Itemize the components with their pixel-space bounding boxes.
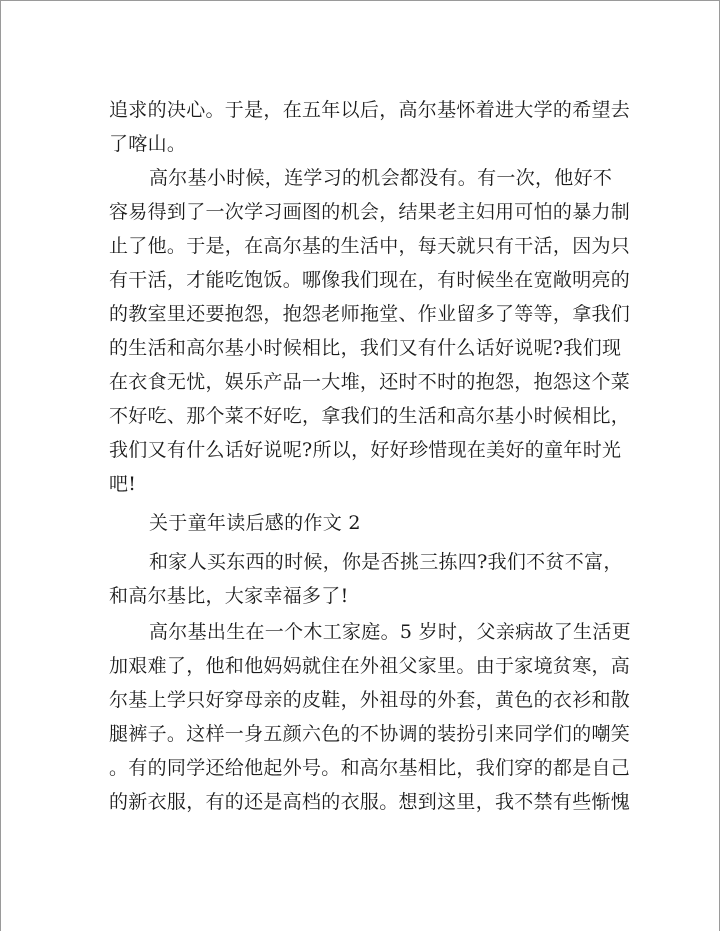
paragraph-line: 不好吃、那个菜不好吃，拿我们的生活和高尔基小时候相比， <box>109 405 631 427</box>
paragraph-line: 加艰难了，他和他妈妈就住在外祖父家里。由于家境贫寒，高 <box>109 655 631 677</box>
paragraph-line: 。有的同学还给他起外号。和高尔基相比，我们穿的都是自己 <box>109 757 631 779</box>
paragraph-line: 和家人买东西的时候，你是否挑三拣四?我们不贫不富， <box>149 551 623 573</box>
paragraph-line: 吧! <box>109 473 137 495</box>
paragraph-line: 的生活和高尔基小时候相比，我们又有什么话好说呢?我们现 <box>109 337 622 359</box>
paragraph-line: 高尔基出生在一个木工家庭。5 岁时，父亲病故了生活更 <box>149 621 631 643</box>
paragraph-line: 高尔基小时候，连学习的机会都没有。有一次，他好不 <box>149 167 613 189</box>
section-heading: 关于童年读后感的作文 2 <box>149 512 361 534</box>
paragraph-line: 的新衣服，有的还是高档的衣服。想到这里，我不禁有些惭愧 <box>109 791 631 813</box>
paragraph-line: 的教室里还要抱怨，抱怨老师拖堂、作业留多了等等，拿我们 <box>109 303 631 325</box>
paragraph-line: 容易得到了一次学习画图的机会，结果老主妇用可怕的暴力制 <box>109 201 631 223</box>
paragraph-line: 尔基上学只好穿母亲的皮鞋，外祖母的外套，黄色的衣衫和散 <box>109 689 631 711</box>
paragraph-line: 追求的决心。于是，在五年以后，高尔基怀着进大学的希望去 <box>109 99 631 121</box>
paragraph-line: 和高尔基比，大家幸福多了! <box>109 585 349 607</box>
paragraph-line: 了喀山。 <box>109 133 187 155</box>
paragraph-line: 在衣食无忧，娱乐产品一大堆，还时不时的抱怨，抱怨这个菜 <box>109 371 631 393</box>
paragraph-line: 有干活，才能吃饱饭。哪像我们现在，有时候坐在宽敞明亮的 <box>109 269 631 291</box>
paragraph-line: 我们又有什么话好说呢?所以，好好珍惜现在美好的童年时光 <box>109 439 622 461</box>
paragraph-line: 止了他。于是，在高尔基的生活中，每天就只有干活，因为只 <box>109 235 631 257</box>
paragraph-line: 腿裤子。这样一身五颜六色的不协调的装扮引来同学们的嘲笑 <box>109 723 631 745</box>
